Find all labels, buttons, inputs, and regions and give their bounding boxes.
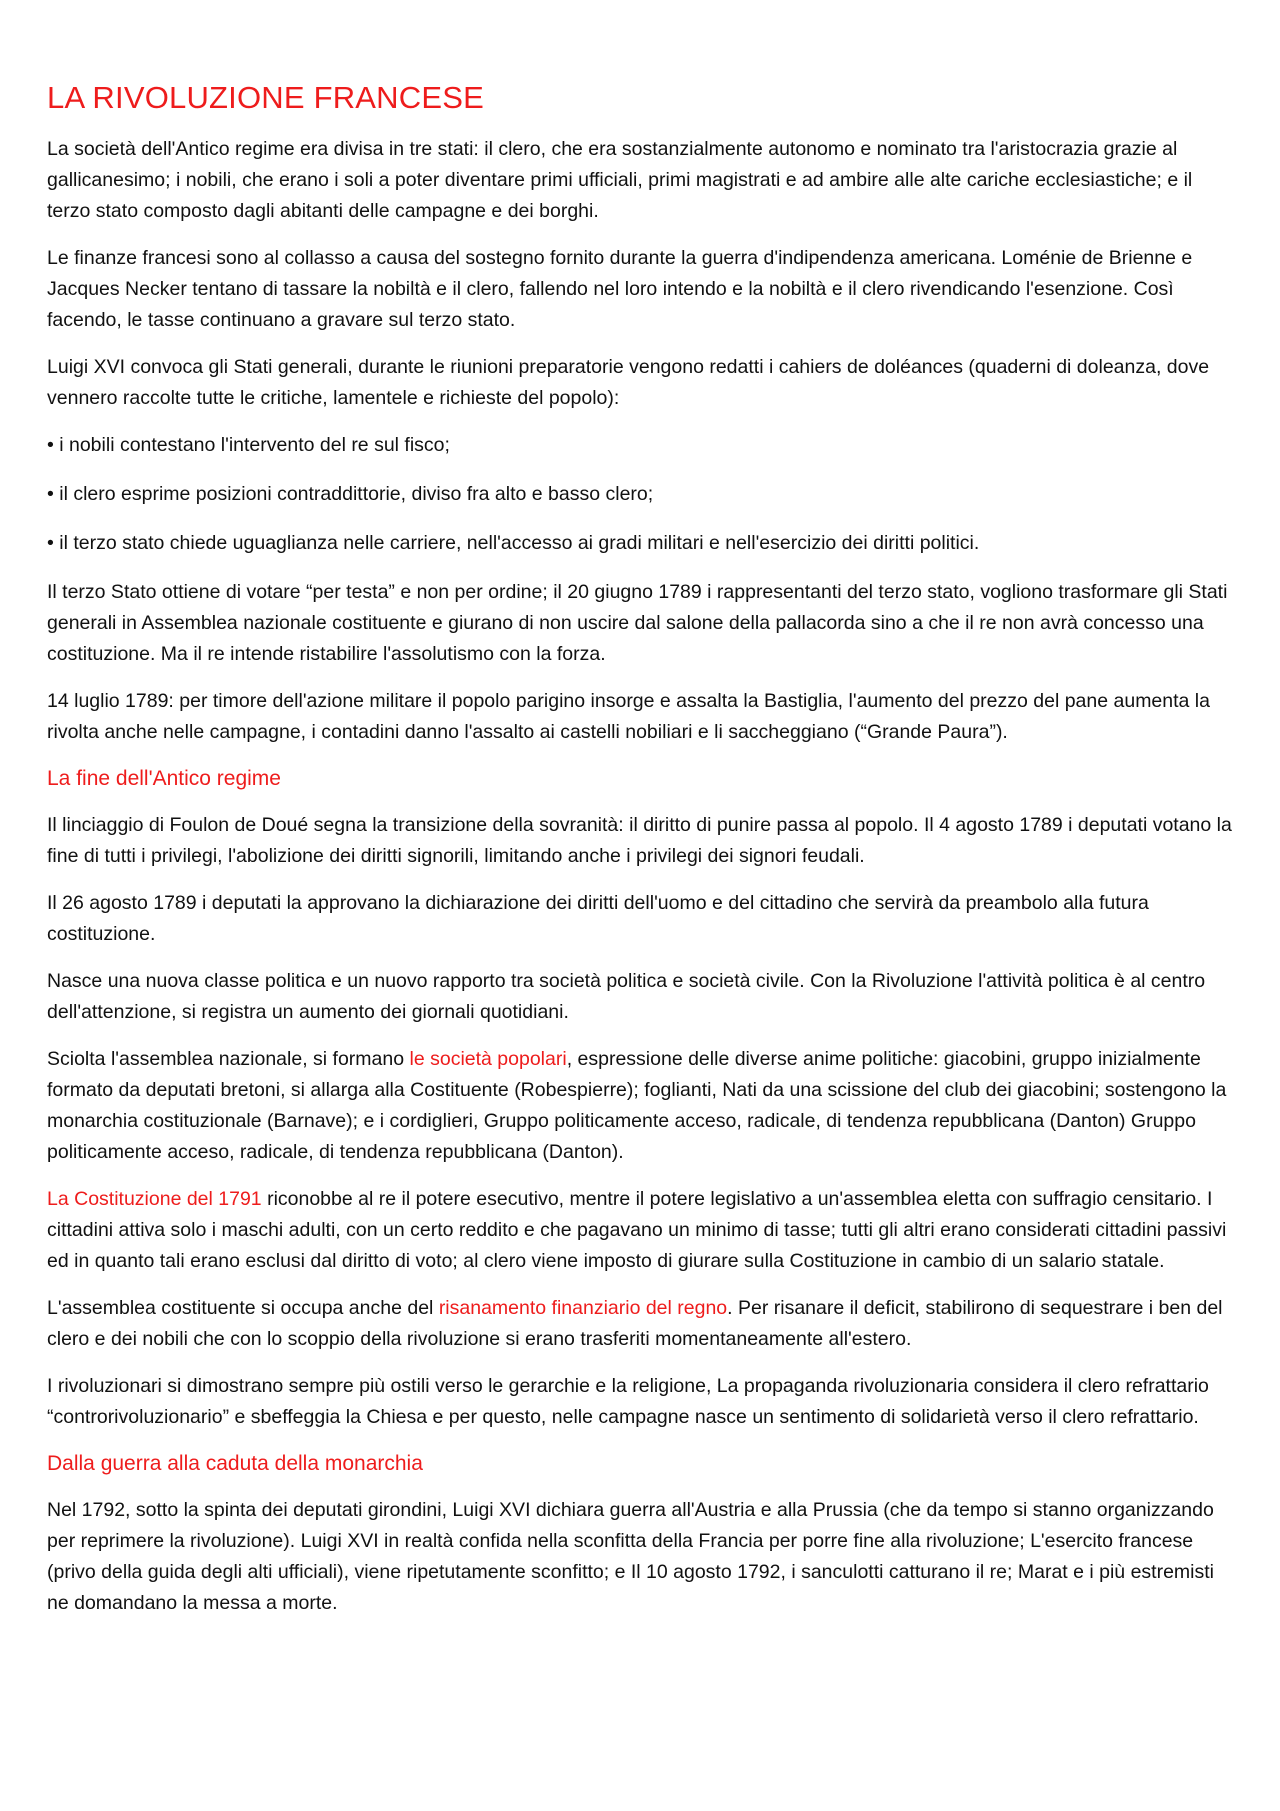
- highlight-societa-popolari: le società popolari: [409, 1048, 567, 1070]
- bullet-item-terzo-stato: • il terzo stato chiede uguaglianza nelle carriere, nell'accesso ai gradi militari e nell'esercizio dei diritti politici.: [47, 532, 980, 554]
- paragraph-risanamento: [47, 1293, 1237, 1355]
- text-run: Sciolta l'assemblea nazionale, si formano: [47, 1048, 410, 1070]
- paragraph-dichiarazione-diritti: Il 26 agosto 1789 i deputati la approvano la dichiarazione dei diritti dell'uomo e del cittadino che servirà da preambolo alla futura costituzione.: [47, 892, 1149, 945]
- document-title: LA RIVOLUZIONE FRANCESE: [47, 80, 484, 115]
- paragraph-clero-refrattario: I rivoluzionari si dimostrano sempre più ostili verso le gerarchie e la religione, La propaganda rivoluzionaria considera il clero refrattario “controrivoluzionario” e sbeffeggia la Chiesa e per questo, nelle campagne nasce un sentimento di solidarietà verso il clero refrattario.: [47, 1375, 1209, 1428]
- paragraph-pallacorda: Il terzo Stato ottiene di votare “per testa” e non per ordine; il 20 giugno 1789 i rappresentanti del terzo stato, vogliono trasformare gli Stati generali in Assemblea nazionale costituente e giurano di non uscire dal salone della pallacorda sino a che il re non avrà concesso una costituzione. Ma il re intende ristabilire l'assolutismo con la forza.: [47, 581, 1228, 665]
- paragraph-foulon: Il linciaggio di Foulon de Doué segna la transizione della sovranità: il diritto di punire passa al popolo. Il 4 agosto 1789 i deputati votano la fine di tutti i privilegi, l'abolizione dei diritti signorili, limitando anche i privilegi dei signori feudali.: [47, 814, 1232, 867]
- bullet-item-clero: • il clero esprime posizioni contraddittorie, diviso fra alto e basso clero;: [47, 483, 654, 505]
- paragraph-stati-generali: Luigi XVI convoca gli Stati generali, durante le riunioni preparatorie vengono redatti i cahiers de doléances (quaderni di doleanza, dove vennero raccolte tutte le critiche, lamentele e richieste del popolo):: [47, 356, 1210, 409]
- paragraph-antico-regime-stati: La società dell'Antico regime era divisa in tre stati: il clero, che era sostanzialmente autonomo e nominato tra l'aristocrazia grazie al gallicanesimo; i nobili, che erano i soli a poter diventare primi ufficiali, primi magistrati e ad ambire alle alte cariche ecclesiastiche; e il terzo stato composto dagli abitanti delle campagne e dei borghi.: [47, 138, 1193, 222]
- section-heading-fine-antico-regime: La fine dell'Antico regime: [47, 767, 281, 790]
- text-run: , espressione delle diverse anime politiche: giacobini, gruppo inizialmente formato da deputati bretoni, si allarga alla Costituente (Robespierre); foglianti, Nati da una scissione del club dei giacobini; sostengono la monarchia costituzionale (Barnave); e i cordiglieri, Gruppo politicamente acceso, radicale, di tendenza repubblicana (Danton) Gruppo politicamente acceso, radicale, di tendenza repubblicana (Danton).: [47, 1048, 1227, 1163]
- document-page: [47, 78, 1237, 1635]
- paragraph-costituzione-1791: [47, 1184, 1237, 1277]
- text-run: riconobbe al re il potere esecutivo, mentre il potere legislativo a un'assemblea eletta con suffragio censitario. I cittadini attiva solo i maschi adulti, con un certo reddito e che pagavano un minimo di tasse; tutti gli altri erano considerati cittadini passivi ed in quanto tali erano esclusi dal diritto di voto; al clero viene imposto di giurare sulla Costituzione in cambio di un salario statale.: [47, 1188, 1227, 1272]
- highlight-costituzione-1791: La Costituzione del 1791: [47, 1188, 262, 1210]
- paragraph-finanze: Le finanze francesi sono al collasso a causa del sostegno fornito durante la guerra d'indipendenza americana. Loménie de Brienne e Jacques Necker tentano di tassare la nobiltà e il clero, fallendo nel loro intendo e la nobiltà e il clero rivendicando l'esenzione. Così facendo, le tasse continuano a gravare sul terzo stato.: [47, 247, 1193, 331]
- bullet-item-nobili: • i nobili contestano l'intervento del re sul fisco;: [47, 434, 450, 456]
- text-run: L'assemblea costituente si occupa anche del: [47, 1297, 439, 1319]
- paragraph-classe-politica: Nasce una nuova classe politica e un nuovo rapporto tra società politica e società civile. Con la Rivoluzione l'attività politica è al centro dell'attenzione, si registra un aumento dei giornali quotidiani.: [47, 970, 1206, 1023]
- text-run: . Per risanare il deficit, stabilirono di sequestrare i ben del clero e dei nobili che con lo scoppio della rivoluzione si erano trasferiti momentaneamente all'estero.: [47, 1297, 1223, 1350]
- section-heading-guerra-monarchia: Dalla guerra alla caduta della monarchia: [47, 1452, 423, 1475]
- paragraph-bastiglia: 14 luglio 1789: per timore dell'azione militare il popolo parigino insorge e assalta la Bastiglia, l'aumento del prezzo del pane aumenta la rivolta anche nelle campagne, i contadini danno l'assalto ai castelli nobiliari e li saccheggiano (“Grande Paura”).: [47, 690, 1210, 743]
- paragraph-guerra-1792: Nel 1792, sotto la spinta dei deputati girondini, Luigi XVI dichiara guerra all'Austria e alla Prussia (che da tempo si stanno organizzando per reprimere la rivoluzione). Luigi XVI in realtà confida nella sconfitta della Francia per porre fine alla rivoluzione; L'esercito francese (privo della guida degli alti ufficiali), viene ripetutamente sconfitto; e Il 10 agosto 1792, i sanculotti catturano il re; Marat e i più estremisti ne domandano la messa a morte.: [47, 1499, 1215, 1614]
- paragraph-societa-popolari: [47, 1044, 1237, 1168]
- highlight-risanamento-finanziario: risanamento finanziario del regno: [438, 1297, 728, 1319]
